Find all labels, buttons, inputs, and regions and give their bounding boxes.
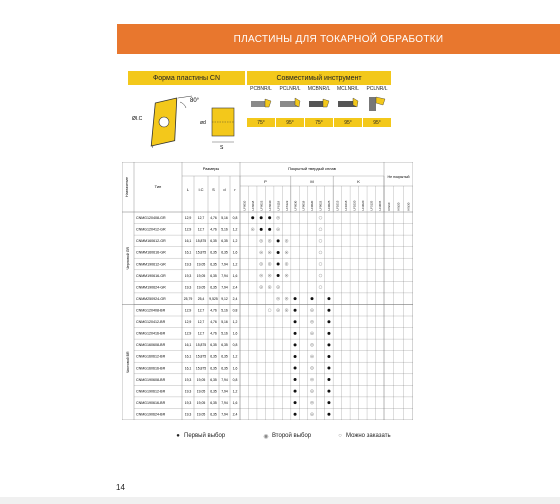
dim-value: 7,94 xyxy=(221,273,228,278)
dim-value: 19,05 xyxy=(196,389,206,394)
tool-name: PCLNR/L xyxy=(279,86,301,92)
tool-angle: 95° xyxy=(363,118,391,127)
dim-value: 12,7 xyxy=(197,216,205,221)
dim-value: 5,16 xyxy=(221,308,228,313)
grade-label: LF3125 xyxy=(369,200,374,211)
dim-col-header: d xyxy=(223,187,226,192)
dim-value: 7,94 xyxy=(221,285,228,290)
first-choice-mark xyxy=(327,320,330,323)
dim-value: 7,94 xyxy=(221,412,228,417)
dim-value: 5,16 xyxy=(221,320,228,325)
second-choice-mark-dot xyxy=(311,367,312,368)
tool-card xyxy=(334,86,362,131)
first-choice-mark xyxy=(327,332,330,335)
insert-shape-label: Форма пластины CN xyxy=(128,71,245,85)
type-header: Тип xyxy=(154,184,162,189)
dim-value: 25,79 xyxy=(183,296,193,301)
first-choice-mark xyxy=(294,401,297,404)
dim-value: 1,2 xyxy=(232,262,238,267)
legend-order-label: Можно заказать xyxy=(346,433,391,439)
first-choice-mark xyxy=(260,216,263,219)
dim-value: 7,94 xyxy=(221,377,228,382)
material-group-label: K xyxy=(357,179,360,184)
dim-value: 16,1 xyxy=(184,239,192,244)
first-choice-mark xyxy=(277,263,280,266)
first-choice-mark xyxy=(327,401,330,404)
dim-value: 19,05 xyxy=(196,412,206,417)
dim-value: 6,35 xyxy=(221,250,228,255)
second-choice-mark-dot xyxy=(286,310,287,311)
dim-value: 5,16 xyxy=(221,216,228,221)
grade-label: LF9018 xyxy=(301,200,306,211)
dim-value: 4,76 xyxy=(210,227,217,232)
insert-code: CNMM190612-GR xyxy=(136,262,166,267)
first-choice-mark xyxy=(260,228,263,231)
second-choice-mark-dot xyxy=(278,217,279,218)
dim-value: 1,6 xyxy=(232,250,238,255)
compatible-tools xyxy=(247,86,391,131)
grade-label: LF9020 xyxy=(310,200,315,211)
dim-value: 19,05 xyxy=(196,285,206,290)
dim-value: 12,9 xyxy=(184,320,192,325)
insert-code: CNMM160612-GR xyxy=(136,239,166,244)
dim-value: 19,05 xyxy=(196,400,206,405)
s-label: S xyxy=(220,145,224,151)
tool-angle: 95° xyxy=(334,118,362,127)
tool-holder-icon xyxy=(308,95,330,113)
tool-card xyxy=(363,86,391,131)
dim-value: 0,8 xyxy=(232,377,238,382)
footer-bar xyxy=(0,497,560,504)
insert-code: CNMM250924-GR xyxy=(136,296,166,301)
dim-value: 1,2 xyxy=(232,389,238,394)
dim-value: 12,9 xyxy=(184,308,192,313)
dim-value: 4,76 xyxy=(210,216,217,221)
second-choice-mark-dot xyxy=(261,275,262,276)
dim-value: 9,525 xyxy=(209,296,218,301)
order-mark xyxy=(319,286,322,289)
section-label-roughing: Черновой GR xyxy=(126,246,131,270)
grade-label: LF1018 xyxy=(344,200,349,211)
first-choice-mark xyxy=(294,297,297,300)
grade-label: LF1015 xyxy=(335,200,340,211)
second-choice-mark-dot xyxy=(311,344,312,345)
tool-name: PCLNR/L xyxy=(366,86,388,92)
dim-value: 6,35 xyxy=(210,250,217,255)
insert-code: CNMG190612-BR xyxy=(136,389,166,394)
second-choice-mark-dot xyxy=(278,298,279,299)
grade-label: LF1020 xyxy=(352,200,357,211)
first-choice-mark xyxy=(327,390,330,393)
second-choice-mark-dot xyxy=(311,379,312,380)
tool-card xyxy=(276,86,304,131)
dim-value: 19,05 xyxy=(196,262,206,267)
second-choice-mark-dot xyxy=(286,252,287,253)
dim-value: 16,1 xyxy=(184,366,192,371)
first-choice-mark xyxy=(327,343,330,346)
first-choice-mark xyxy=(327,309,330,312)
compatible-tools-label: Совместимый инструмент xyxy=(247,71,391,85)
dim-value: 12,7 xyxy=(197,331,205,336)
legend-second-choice xyxy=(260,430,311,442)
second-choice-mark-dot xyxy=(261,263,262,264)
second-choice-mark-dot xyxy=(278,287,279,288)
insert-code: CNMG190624-BR xyxy=(136,412,166,417)
insert-code: CNMG120416-BR xyxy=(136,331,166,336)
tool-card xyxy=(305,86,333,131)
dim-value: 6,35 xyxy=(210,262,217,267)
first-choice-mark xyxy=(294,343,297,346)
second-choice-mark-dot xyxy=(261,287,262,288)
grade-label: LF3015 xyxy=(377,200,382,211)
second-choice-mark-dot xyxy=(269,240,270,241)
dim-value: 1,2 xyxy=(232,239,238,244)
order-marker-icon: ○ xyxy=(338,433,342,439)
tool-holder-icon xyxy=(250,95,272,113)
dim-value: 19,3 xyxy=(184,412,192,417)
dim-value: 19,3 xyxy=(184,377,192,382)
banner-title: ПЛАСТИНЫ ДЛЯ ТОКАРНОЙ ОБРАБОТКИ xyxy=(233,33,444,45)
dim-value: 6,35 xyxy=(210,285,217,290)
second-choice-mark-dot xyxy=(286,298,287,299)
insert-code: CNMG160612-BR xyxy=(136,354,166,359)
first-choice-mark xyxy=(327,367,330,370)
dim-value: 6,35 xyxy=(221,354,228,359)
second-choice-mark-dot xyxy=(269,275,270,276)
second-choice-mark-dot xyxy=(261,240,262,241)
insert-code: CNMG190616-BR xyxy=(136,400,166,405)
dim-col-header: I.C xyxy=(198,187,204,192)
dim-value: 12,7 xyxy=(197,227,205,232)
dim-value: 15,875 xyxy=(195,366,207,371)
first-choice-mark xyxy=(277,251,280,254)
order-mark xyxy=(319,239,322,242)
uncoated-grade-label: KW10 xyxy=(387,202,392,211)
legend-order xyxy=(334,430,391,442)
dim-value: 1,6 xyxy=(232,400,238,405)
insert-code: CNMG120412-BR xyxy=(136,320,166,325)
second-choice-mark-dot xyxy=(286,275,287,276)
order-mark xyxy=(319,228,322,231)
grade-label: LF9022 xyxy=(318,200,323,211)
dims-header: Размеры xyxy=(202,166,220,171)
first-choice-mark xyxy=(311,297,314,300)
first-choice-mark xyxy=(294,390,297,393)
insert-drawing xyxy=(130,92,248,152)
dim-value: 19,05 xyxy=(196,377,206,382)
dim-value: 6,35 xyxy=(210,239,217,244)
second-choice-mark-dot xyxy=(252,229,253,230)
insert-code: CNMG160616-BR xyxy=(136,366,166,371)
grade-label: LF3020 xyxy=(361,200,366,211)
dim-value: 6,35 xyxy=(210,412,217,417)
dim-value: 12,7 xyxy=(197,320,205,325)
dim-value: 6,35 xyxy=(221,366,228,371)
first-choice-mark xyxy=(251,216,254,219)
insert-code: CNMG120412-GR xyxy=(136,227,166,232)
grade-label: LF6010 xyxy=(242,200,247,211)
first-choice-mark xyxy=(294,355,297,358)
dim-value: 0,8 xyxy=(232,343,238,348)
first-choice-mark xyxy=(294,367,297,370)
second-choice-mark-dot xyxy=(311,333,312,334)
first-choice-mark xyxy=(268,228,271,231)
r-label: r xyxy=(152,144,154,149)
dim-value: 15,875 xyxy=(195,343,207,348)
first-choice-mark xyxy=(327,413,330,416)
dim-value: 1,6 xyxy=(232,331,238,336)
grade-label: LF6030 xyxy=(293,200,298,211)
dim-value: 6,35 xyxy=(221,239,228,244)
order-mark xyxy=(268,309,271,312)
dim-value: 6,35 xyxy=(210,389,217,394)
tool-angle: 75° xyxy=(305,118,333,127)
grade-label: LF6018 xyxy=(250,200,255,211)
grade-label: LF6118 xyxy=(276,200,281,211)
dim-value: 1,6 xyxy=(232,273,238,278)
second-choice-mark-dot xyxy=(286,263,287,264)
dim-col-header: r xyxy=(234,187,236,192)
first-choice-mark xyxy=(294,332,297,335)
order-mark xyxy=(319,263,322,266)
dim-value: 6,35 xyxy=(210,354,217,359)
insert-code: CNMM190616-GR xyxy=(136,273,166,278)
dim-value: 1,2 xyxy=(232,354,238,359)
dim-value: 1,2 xyxy=(232,320,238,325)
insert-code: CNMG190608-BR xyxy=(136,377,166,382)
insert-code: CNMG160608-BR xyxy=(136,343,166,348)
dim-value: 6,35 xyxy=(210,366,217,371)
dim-value: 19,3 xyxy=(184,273,192,278)
tool-holder-icon xyxy=(279,95,301,113)
insert-selection-table xyxy=(122,162,413,420)
tool-holder-icon xyxy=(366,95,388,113)
order-mark xyxy=(319,251,322,254)
dim-value: 15,875 xyxy=(195,239,207,244)
first-choice-mark xyxy=(294,378,297,381)
dim-value: 19,3 xyxy=(184,262,192,267)
dim-value: 6,35 xyxy=(221,343,228,348)
first-choice-mark xyxy=(294,309,297,312)
dim-value: 19,05 xyxy=(196,273,206,278)
dim-value: 16,1 xyxy=(184,250,192,255)
tool-angle: 75° xyxy=(247,118,275,127)
second-choice-mark-dot xyxy=(311,414,312,415)
dim-value: 12,9 xyxy=(184,227,192,232)
first-choice-mark xyxy=(327,355,330,358)
order-mark xyxy=(319,216,322,219)
dim-value: 2,4 xyxy=(232,285,238,290)
first-choice-mark xyxy=(294,320,297,323)
first-choice-marker-icon: ● xyxy=(176,433,180,439)
second-choice-mark-dot xyxy=(311,391,312,392)
dim-value: 9,12 xyxy=(221,296,228,301)
first-choice-mark xyxy=(277,239,280,242)
grade-label: LF6030 xyxy=(267,200,272,211)
second-choice-mark-dot xyxy=(311,356,312,357)
od-label: ød xyxy=(200,120,206,126)
uncoated-header: Не покрытый xyxy=(387,175,410,179)
tool-name: MCLNR/L xyxy=(337,86,359,92)
dim-value: 19,3 xyxy=(184,285,192,290)
second-choice-mark-dot xyxy=(278,229,279,230)
dim-value: 7,94 xyxy=(221,262,228,267)
tool-name: MCBNR/L xyxy=(307,86,331,92)
dim-value: 0,8 xyxy=(232,308,238,313)
dim-col-header: S xyxy=(212,187,215,192)
dim-value: 12,7 xyxy=(197,308,205,313)
uncoated-grade-label: KW30 xyxy=(406,202,411,211)
material-group-label: M xyxy=(310,179,314,184)
first-choice-mark xyxy=(277,274,280,277)
dim-value: 6,35 xyxy=(210,273,217,278)
tool-angle: 95° xyxy=(276,118,304,127)
first-choice-mark xyxy=(268,216,271,219)
dim-value: 1,2 xyxy=(232,227,238,232)
tool-holder-icon xyxy=(337,95,359,113)
second-choice-mark-dot xyxy=(286,240,287,241)
insert-code: CNMM160616-GR xyxy=(136,250,166,255)
second-choice-marker-icon: ◉ xyxy=(263,433,269,440)
dim-value: 4,76 xyxy=(210,308,217,313)
second-choice-mark-dot xyxy=(261,252,262,253)
dim-value: 19,3 xyxy=(184,389,192,394)
section-label-finishing: Чистовой BR xyxy=(126,351,131,374)
dim-value: 6,35 xyxy=(210,377,217,382)
dim-value: 12,9 xyxy=(184,216,192,221)
dim-value: 4,76 xyxy=(210,320,217,325)
dim-col-header: L xyxy=(186,187,190,192)
legend-first-choice xyxy=(172,430,225,442)
dim-value: 19,3 xyxy=(184,400,192,405)
dim-value: 6,35 xyxy=(210,400,217,405)
second-choice-mark-dot xyxy=(269,263,270,264)
uncoated-grade-label: KW20 xyxy=(396,202,401,211)
material-group-label: P xyxy=(264,179,267,184)
grade-label: LF9025 xyxy=(327,200,332,211)
grade-label: LF6022 xyxy=(259,200,264,211)
ic-label: ØI.C xyxy=(132,116,143,122)
dim-value: 16,1 xyxy=(184,354,192,359)
tool-card xyxy=(247,86,275,131)
tool-name: PCBNR/L xyxy=(250,86,272,92)
dim-value: 2,4 xyxy=(232,296,238,301)
first-choice-mark xyxy=(327,297,330,300)
angle-label: 80° xyxy=(190,98,200,104)
order-mark xyxy=(319,274,322,277)
dim-value: 1,6 xyxy=(232,366,238,371)
section-banner xyxy=(117,24,560,54)
second-choice-mark-dot xyxy=(311,321,312,322)
dim-value: 15,875 xyxy=(195,250,207,255)
dim-value: 4,76 xyxy=(210,331,217,336)
purpose-header: Назначение xyxy=(125,177,129,197)
grade-label: LF6122 xyxy=(284,200,289,211)
second-choice-mark-dot xyxy=(311,402,312,403)
first-choice-mark xyxy=(294,413,297,416)
dim-value: 16,1 xyxy=(184,343,192,348)
insert-code: CNMG120408-GR xyxy=(136,216,166,221)
insert-code: CNMG120408-BR xyxy=(136,308,166,313)
dim-value: 7,94 xyxy=(221,400,228,405)
insert-code: CNMM190624-GR xyxy=(136,285,166,290)
dim-value: 6,35 xyxy=(210,343,217,348)
dim-value: 15,875 xyxy=(195,354,207,359)
second-choice-mark-dot xyxy=(269,287,270,288)
dim-value: 25,4 xyxy=(197,296,205,301)
second-choice-mark-dot xyxy=(269,252,270,253)
second-choice-mark-dot xyxy=(311,310,312,311)
dim-value: 5,16 xyxy=(221,227,228,232)
first-choice-mark xyxy=(327,378,330,381)
dim-value: 2,4 xyxy=(232,412,238,417)
dim-value: 12,9 xyxy=(184,331,192,336)
second-choice-mark-dot xyxy=(278,310,279,311)
coated-header: Покрытый твердый сплав xyxy=(288,166,336,171)
dim-value: 0,8 xyxy=(232,216,238,221)
page-number: 14 xyxy=(116,483,125,492)
legend-second-label: Второй выбор xyxy=(272,433,312,439)
dim-value: 5,16 xyxy=(221,331,228,336)
dim-value: 7,94 xyxy=(221,389,228,394)
legend-first-label: Первый выбор xyxy=(184,433,226,439)
